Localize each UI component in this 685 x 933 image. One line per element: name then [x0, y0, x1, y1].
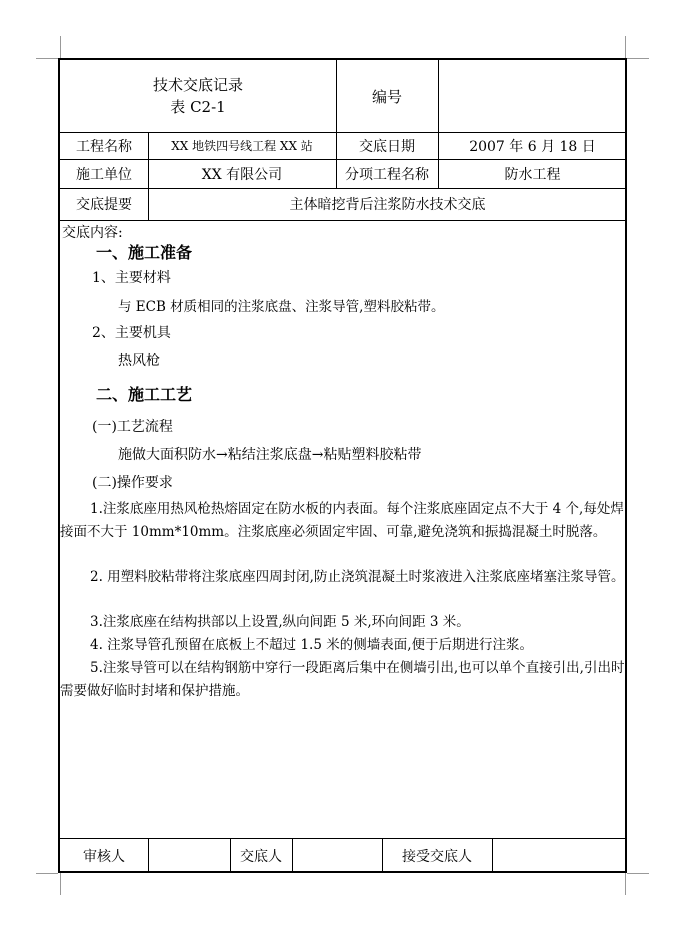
section-2-2: (二)操作要求 — [92, 475, 173, 491]
paragraph-3: 3.注浆底座在结构拱部以上设置,纵向间距 5 米,环向间距 3 米。 — [90, 614, 470, 630]
content-label: 交底内容: — [62, 225, 123, 241]
sub-project-label: 分项工程名称 — [345, 166, 429, 183]
paragraph-4: 4. 注浆导管孔预留在底板上不超过 1.5 米的侧墙表面,便于后期进行注浆。 — [90, 637, 534, 653]
crop-mark — [625, 873, 626, 895]
section-1-title: 一、施工准备 — [96, 243, 193, 262]
crop-mark — [627, 873, 649, 874]
reviewer-label: 审核人 — [83, 848, 125, 865]
receiver-label: 接受交底人 — [402, 848, 472, 865]
crop-mark — [627, 58, 649, 59]
crop-mark — [60, 873, 61, 895]
crop-mark — [36, 58, 58, 59]
crop-mark — [60, 36, 61, 58]
section-2-1: (一)工艺流程 — [92, 419, 173, 435]
unit-label: 施工单位 — [76, 166, 132, 183]
sub-project-value: 防水工程 — [504, 166, 561, 183]
unit-value: XX 有限公司 — [201, 166, 283, 183]
number-label: 编号 — [371, 87, 402, 106]
paragraph-2: 2. 用塑料胶粘带将注浆底座四周封闭,防止浇筑混凝土时浆液进入注浆底座堵塞注浆导管。 — [90, 569, 625, 585]
disclosure-form — [58, 58, 627, 873]
section-1-2-text: 热风枪 — [118, 353, 160, 369]
form-title: 技术交底记录 — [152, 76, 243, 94]
section-1-2: 2、主要机具 — [92, 325, 171, 341]
discloser-label: 交底人 — [240, 848, 282, 865]
project-name-label: 工程名称 — [76, 138, 132, 155]
receiver-value — [492, 838, 625, 873]
project-name-value: XX 地铁四号线工程 XX 站 — [171, 139, 313, 153]
paragraph-1: 1.注浆底座用热风枪热熔固定在防水板的内表面。每个注浆底座固定点不大于 4 个,每处焊接面不大于 10mm*10mm。注浆底座必须固定牢固、可靠,避免浇筑和振捣混凝土时脱落。 — [60, 501, 624, 540]
summary-value: 主体暗挖背后注浆防水技术交底 — [289, 197, 486, 213]
section-2-1-text: 施做大面积防水→粘结注浆底盘→粘贴塑料胶粘带 — [118, 447, 422, 463]
date-label: 交底日期 — [359, 138, 415, 155]
section-1-1-text: 与 ECB 材质相同的注浆底盘、注浆导管,塑料胶粘带。 — [118, 299, 445, 315]
section-2-title: 二、施工工艺 — [96, 385, 193, 404]
summary-label: 交底提要 — [76, 197, 132, 213]
discloser-value — [292, 838, 382, 873]
form-number: 表 C2-1 — [170, 98, 226, 116]
paragraph-5: 5.注浆导管可以在结构钢筋中穿行一段距离后集中在侧墙引出,也可以单个直接引出,引出时需要做好临时封堵和保护措施。 — [60, 660, 625, 699]
crop-mark — [625, 36, 626, 58]
crop-mark — [36, 873, 58, 874]
reviewer-value — [148, 838, 230, 873]
section-1-1: 1、主要材料 — [92, 270, 171, 286]
content-section — [60, 60, 625, 875]
date-value: 2007 年 6 月 18 日 — [469, 138, 596, 155]
